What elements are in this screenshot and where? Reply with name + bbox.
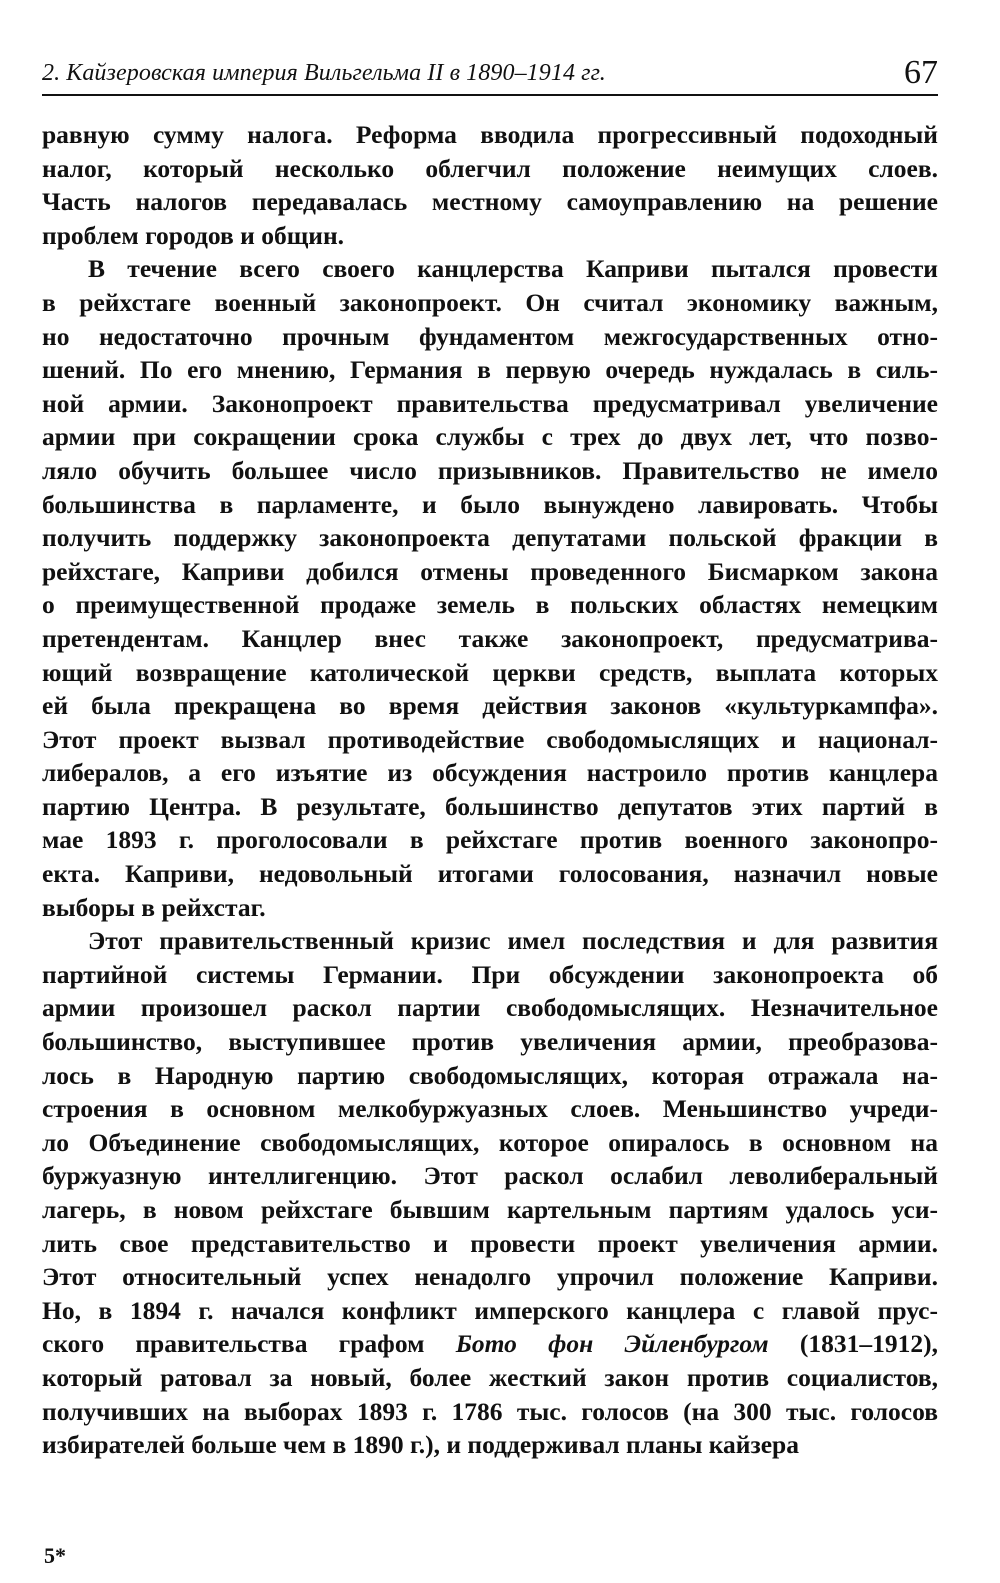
text-line: строения в основном мелкобуржуазных слоев. Меньшинство учреди- (42, 1094, 938, 1124)
text-line: претендентам. Канцлер внес также законопроект, предусматрива- (42, 623, 938, 653)
text-line: Этот относительный успех ненадолго упрочил положение Каприви. (42, 1262, 938, 1292)
text-line: лагерь, в новом рейхстаге бывшим картельным партиям удалось уси- (42, 1195, 938, 1224)
text-line: ло Объединение свободомыслящих, которое опиралось в основном на (42, 1127, 938, 1157)
text-line: ей была прекращена во время действия законов «культуркампфа». (42, 691, 938, 721)
text-line: который ратовал за новый, более жесткий закон против социалистов, (42, 1362, 938, 1392)
text-line: ной армии. Законопроект правительства предусматривал увеличение (42, 388, 938, 418)
paragraph (42, 924, 938, 1462)
text-line: получивших на выборах 1893 г. 1786 тыс. голосов (на 300 тыс. голосов (42, 1396, 938, 1426)
text-line: лось в Народную партию свободомыслящих, которая отражала на- (42, 1060, 938, 1090)
text-line: о преимущественной продаже земель в польских областях немецким (42, 590, 938, 620)
text-line: рейхстаге, Каприви добился отмены проведенного Бисмарком закона (42, 556, 938, 586)
text-line: избирателей больше чем в 1890 г.), и поддерживал планы кайзера (42, 1430, 799, 1460)
text-line: екта. Каприви, недовольный итогами голосования, назначил новые (42, 859, 938, 889)
text-line: мае 1893 г. проголосовали в рейхстаге против военного законопро- (42, 825, 938, 855)
text-line: лить свое представительство и провести проект увеличения армии. (42, 1228, 938, 1258)
text-line: либералов, а его изъятие из обсуждения настроило против канцлера (42, 758, 938, 788)
text-line: ского правительства графом Бото фон Эйленбургом (1831–1912), (42, 1329, 938, 1359)
text-line: армии произошел раскол партии свободомыслящих. Незначительное (42, 993, 938, 1023)
text-line: шений. По его мнению, Германия в первую очередь нуждалась в силь- (42, 355, 938, 385)
signature-mark: 5* (44, 1543, 66, 1568)
body-text (42, 118, 938, 1462)
text-line: партийной системы Германии. При обсуждении законопроекта об (42, 959, 938, 989)
text-line: в рейхстаге военный законопроект. Он считал экономику важным, (42, 287, 938, 317)
text-line: В течение всего своего канцлерства Каприви пытался провести (88, 254, 938, 284)
text-line: но недостаточно прочным фундаментом межгосударственных отно- (42, 321, 938, 351)
text-line: равную сумму налога. Реформа вводила прогрессивный подоходный (42, 120, 938, 149)
text-line: Этот правительственный кризис имел последствия и для развития (88, 926, 938, 956)
text-line: буржуазную интеллигенцию. Этот раскол ослабил леволиберальный (42, 1161, 938, 1191)
running-title: 2. Кайзеровская империя Вильгельма II в 1890–1914 гг. (42, 60, 606, 86)
text-line: Этот проект вызвал противодействие свободомыслящих и национал- (42, 724, 938, 754)
text-line: проблем городов и общин. (42, 220, 345, 250)
book-page (42, 44, 938, 1462)
paragraph (42, 252, 938, 924)
text-line: получить поддержку законопроекта депутатами польской фракции в (42, 523, 938, 553)
text-line: Но, в 1894 г. начался конфликт имперского канцлера с главой прус- (42, 1295, 938, 1325)
page-number: 67 (904, 54, 938, 91)
text-line: выборы в рейхстаг. (42, 892, 266, 922)
paragraph (42, 118, 938, 252)
text-line: большинство, выступившее против увеличения армии, преобразова- (42, 1027, 938, 1057)
page-header (42, 44, 938, 96)
text-line: армии при сокращении срока службы с трех до двух лет, что позво- (42, 422, 938, 452)
text-line: ющий возвращение католической церкви средств, выплата которых (42, 657, 938, 687)
text-line: Часть налогов передавалась местному самоуправлению на решение (42, 187, 938, 217)
text-line: ляло обучить большее число призывников. Правительство не имело (42, 455, 938, 485)
text-line: налог, который несколько облегчил положение неимущих слоев. (42, 153, 938, 183)
text-line: партию Центра. В результате, большинство депутатов этих партий в (42, 791, 938, 821)
text-line: большинства в парламенте, и было вынуждено лавировать. Чтобы (42, 489, 938, 519)
